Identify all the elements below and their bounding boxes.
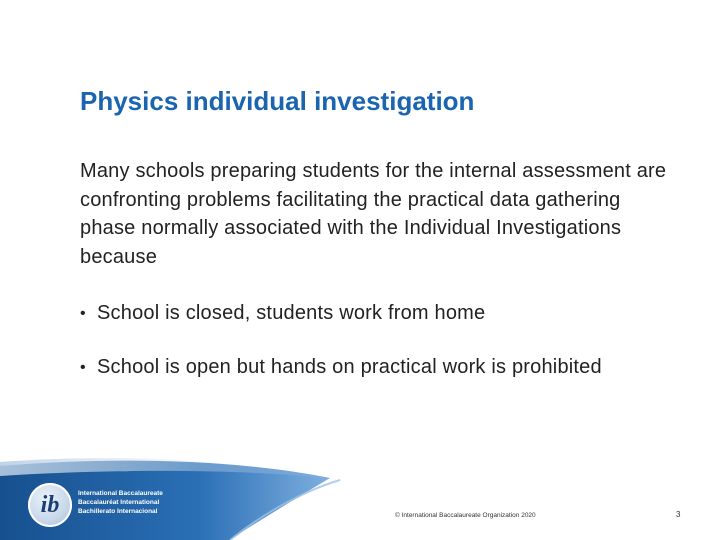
org-name-en: International Baccalaureate xyxy=(78,490,163,497)
bullet-item xyxy=(80,299,640,328)
copyright-notice: © International Baccalaureate Organization 2020 xyxy=(395,512,536,519)
ib-logo-text: ib xyxy=(40,492,60,518)
intro-paragraph: Many schools preparing students for the internal assessment are confronting problems facilitating the practical data gathering phase normally associated with the Individual Investigations because xyxy=(80,160,667,268)
bullet-dot-icon: • xyxy=(80,359,86,376)
org-name-es: Bachillerato Internacional xyxy=(78,508,158,515)
bullet-dot-icon: • xyxy=(80,305,86,322)
org-name-fr: Baccalauréat International xyxy=(78,499,160,506)
ib-logo xyxy=(28,483,72,527)
page-number: 3 xyxy=(676,510,681,519)
bullet-list xyxy=(80,299,640,382)
bullet-text: School is closed, students work from home xyxy=(97,302,486,324)
bullet-item xyxy=(80,353,640,382)
organization-names xyxy=(78,489,163,516)
bullet-text: School is open but hands on practical work is prohibited xyxy=(97,356,602,378)
slide-title: Physics individual investigation xyxy=(80,86,475,116)
